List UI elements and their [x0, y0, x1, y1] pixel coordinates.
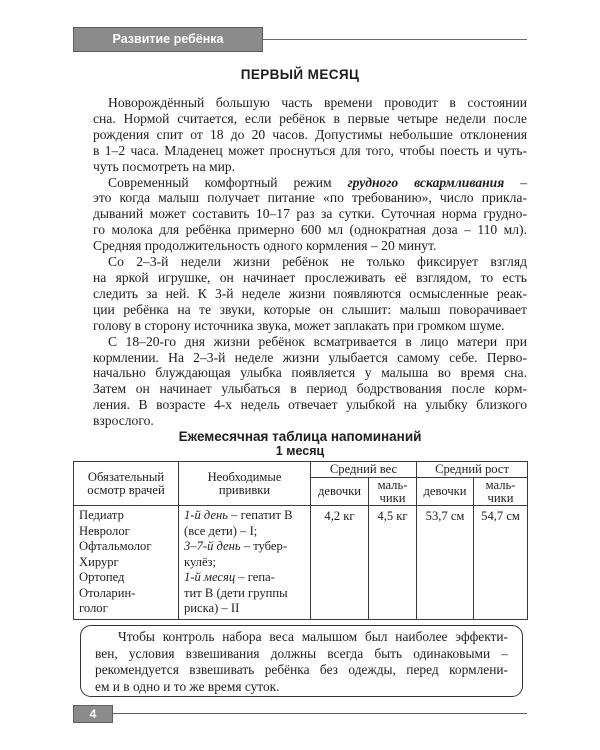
header-label-line: прививки	[218, 482, 271, 497]
text-line: кормлении. На 2–3-й неделе жизни улыбается самому себе. Перво-	[93, 349, 527, 365]
text-line: Новорождённый большую часть времени проводит в состоянии	[108, 95, 527, 110]
text-line: го молока для ребёнка примерно 600 мл (однократная доза – 110 мл).	[93, 222, 527, 238]
text-line: сна. Нормой считается, если ребёнок в первые четыре недели после	[93, 110, 527, 126]
weight-boys-value: 4,5 кг	[369, 506, 417, 620]
text-line: на яркой игрушке, он начинает прослеживать её взглядом, то есть	[93, 269, 527, 285]
callout-line: Чтобы контроль набора веса малышом был наиболее эффекти-	[118, 629, 508, 644]
header-avg-height: Средний рост	[417, 462, 528, 478]
vaccination-line: кулёз;	[184, 554, 217, 569]
text-segment: – гепа-	[235, 570, 275, 584]
height-girls-value: 53,7 см	[417, 506, 474, 620]
callout-line: ем и в одно и то же время суток.	[95, 678, 280, 694]
text-line	[93, 175, 527, 191]
header-avg-weight: Средний вес	[311, 462, 417, 478]
header-label-line: девочки	[423, 484, 467, 498]
header-label-line: девочки	[317, 484, 362, 498]
header-label-line: Обязательный	[87, 469, 165, 484]
header-rule	[263, 39, 527, 40]
text-line: следить за ней. К 3-й неделе жизни появляются осмысленные реак-	[93, 285, 527, 301]
header-weight-girls	[311, 478, 369, 506]
text-line: в 1–2 часа. Младенец может проснуться для того, чтобы поесть и чуть-	[93, 142, 527, 158]
text-line: ления. В возрасте 4-х недель отвечает улыбкой на улыбку близкого	[93, 397, 527, 413]
text-segment: – тубер-	[240, 539, 288, 553]
doctor-name: Отоларин-	[79, 585, 136, 600]
table-period: 1 месяц	[275, 444, 325, 458]
doctor-name: Хирург	[79, 554, 119, 569]
table-header-row	[74, 462, 528, 478]
emphasis-text: 1-й месяц	[184, 570, 236, 584]
header-weight-boys	[369, 478, 417, 506]
vaccination-line	[184, 570, 307, 586]
paragraph-vision-hearing	[93, 254, 527, 334]
height-boys-value: 54,7 см	[474, 506, 528, 620]
vaccination-line	[184, 508, 307, 524]
doctor-name: Невролог	[79, 523, 130, 538]
vaccination-line: риска) – II	[184, 601, 240, 615]
header-label-line: маль-	[485, 477, 516, 492]
callout-line: рекомендуется взвешивать ребёнка без одежды, перед кормлени-	[95, 662, 508, 677]
text-line: рождения спит от 18 до 20 часов. Допустимы небольшие отклонения	[93, 126, 527, 142]
text-segment: –	[504, 174, 528, 190]
paragraph-sleep	[93, 95, 527, 175]
text-segment: Современный комфортный режим	[108, 174, 348, 190]
doctor-name: голог	[79, 601, 108, 615]
header-label-line: Необходимые	[207, 469, 282, 484]
header-label-line: осмотр врачей	[87, 482, 165, 497]
header-label-line: маль-	[377, 477, 408, 492]
table-row	[74, 506, 528, 620]
weighing-tip-callout	[80, 625, 523, 697]
article-title: ПЕРВЫЙ МЕСЯЦ	[240, 67, 360, 82]
header-height-boys	[474, 478, 528, 506]
page-number: 4	[89, 707, 97, 721]
article-body	[93, 95, 527, 429]
header-doctors	[74, 462, 179, 506]
section-header-banner	[73, 27, 263, 52]
vaccinations-list	[179, 506, 311, 620]
doctor-name: Педиатр	[79, 508, 124, 522]
doctors-list	[74, 506, 179, 620]
table-heading-block	[73, 429, 527, 459]
weight-girls-value: 4,2 кг	[311, 506, 369, 620]
emphasis-text: 3–7-й день	[184, 539, 241, 553]
doctor-name: Офтальмолог	[79, 539, 152, 553]
emphasis-text: 1-й день	[184, 508, 229, 522]
text-line: Затем он начинает улыбаться в период бодрствования после корм-	[93, 381, 527, 397]
text-line: чуть посмотреть на мир.	[93, 158, 236, 174]
vaccination-line: (все дети) – I;	[184, 523, 258, 538]
text-line: Средняя продолжительность одного кормления – 20 минут.	[93, 238, 437, 254]
text-line: начально блуждающая улыбка появляется у малыша во время сна.	[93, 365, 527, 381]
text-line: Со 2–3-й недели жизни ребёнок не только фиксирует взгляд	[108, 254, 527, 270]
text-line: ции ребёнка на те звуки, которые он слышит: малыш поворачивает	[93, 301, 527, 317]
text-line: дываний может составить 10–17 раз за сутки. Суточная норма грудно-	[93, 206, 527, 222]
footer-rule	[113, 713, 527, 714]
text-line: голову в сторону источника звука, может заплакать при громком шуме.	[93, 317, 505, 333]
paragraph-feeding	[93, 175, 527, 255]
page-number-box	[73, 705, 113, 723]
text-line: это когда малыш получает питание «по требованию», число прикла-	[93, 190, 527, 206]
emphasis-text: грудного вскармливания	[347, 174, 505, 190]
doctor-name: Ортопед	[79, 570, 125, 584]
header-label-line: чики	[379, 490, 406, 505]
section-title: Развитие ребёнка	[112, 32, 224, 46]
header-label-line: чики	[487, 490, 514, 505]
text-segment: – гепатит В	[228, 508, 293, 522]
paragraph-smile	[93, 334, 527, 429]
vaccination-line	[184, 539, 307, 555]
table-title: Ежемесячная таблица напоминаний	[178, 429, 422, 444]
header-vaccinations	[179, 462, 311, 506]
text-line: С 18–20-го дня жизни ребёнок всматривается в лицо матери при	[108, 333, 527, 349]
reminder-table	[73, 461, 528, 620]
header-height-girls	[417, 478, 474, 506]
vaccination-line: тит В (дети группы	[184, 585, 288, 600]
text-line: взрослого.	[93, 413, 154, 429]
callout-line: вен, условия взвешивания должны всегда быть одинаковыми –	[95, 645, 508, 661]
